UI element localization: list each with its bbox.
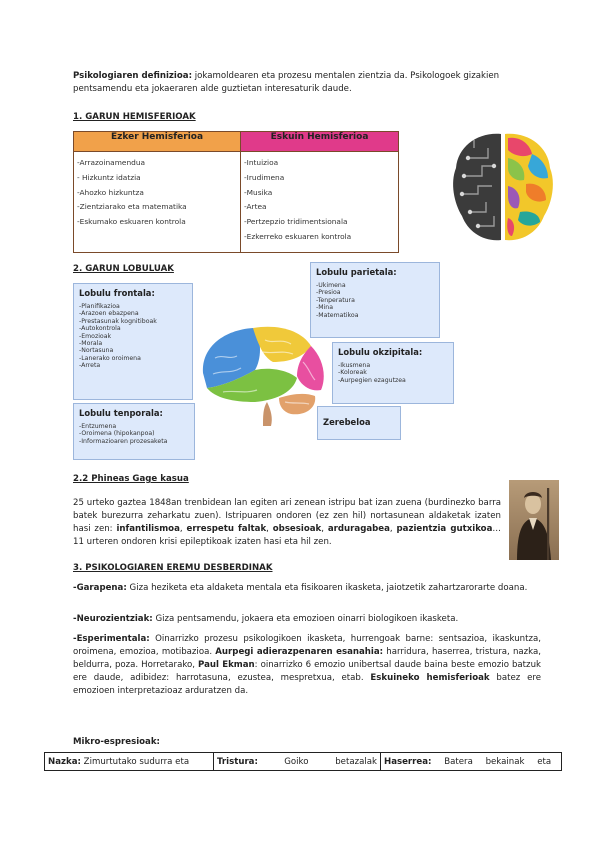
text-run: batez ere emozioen interpretazioaz arduratzen da. xyxy=(73,673,541,696)
phineas-gage-photo xyxy=(509,480,559,560)
text-run: 25 urteko gaztea 1848an trenbidean lan egiten ari zenean istripu bat izan zuena (burdinezko barra batek burezurra zeharkatu zuen). Istripuaren ondoren (ez zen hil) nortasunean aldaketak izaten hasi zen: xyxy=(73,498,501,534)
left-hemisphere-list xyxy=(74,152,241,253)
text-run: , xyxy=(321,524,328,534)
micro-cell-anger xyxy=(381,753,562,771)
list-item: -Ezkerreko eskuaren kontrola xyxy=(244,231,352,241)
right-hemisphere-list xyxy=(241,152,399,253)
text-run: , xyxy=(266,524,273,534)
bold-term: Eskuineko hemisferioak xyxy=(370,673,490,683)
bold-term: errespetu faltak xyxy=(186,524,267,534)
bold-term: Paul Ekman xyxy=(198,660,255,670)
list-item: -Oroimena (hipokanpoa) xyxy=(79,430,155,438)
list-item: -Morala xyxy=(79,340,103,348)
list-item: - Hizkuntz idatzia xyxy=(77,172,141,182)
list-item: -Ikusmena xyxy=(338,362,371,369)
text-run: Oinarrizko prozesu psikologikoen ikasketa, hurrengoak barne: sentsazioa, ikaskuntza, oroimena, emozioa, motibazioa. xyxy=(73,634,541,657)
list-item: -Irudimena xyxy=(244,172,285,182)
list-item: -Presioa xyxy=(316,289,341,297)
list-item: -Musika xyxy=(244,187,273,197)
list-item: -Nortasuna xyxy=(79,347,114,355)
bold-term: arduragabea xyxy=(327,524,390,534)
list-item: -Pertzepzio tridimentsionala xyxy=(244,217,348,227)
temporal-lobe-box xyxy=(73,403,195,460)
cell-text: Goiko betazalak xyxy=(284,756,377,767)
neuroscience-paragraph xyxy=(73,613,541,626)
list-item: -Koloreak xyxy=(338,369,367,377)
list-item: -Arazoen ebazpena xyxy=(79,310,139,318)
list-item: -Ahozko hizkuntza xyxy=(77,187,144,197)
term-label: -Garapena: xyxy=(73,583,127,593)
text-run: Giza heziketa eta aldaketa mentala eta fisikoaren ikasketa, jaiotzetik zahartzarorarte doana. xyxy=(126,583,528,593)
cell-label: Nazka: xyxy=(48,756,81,767)
hemispheres-table xyxy=(73,131,399,253)
brain-hemispheres-illustration xyxy=(448,128,558,248)
section-1-title: 1. GARUN HEMISFERIOAK xyxy=(73,112,196,122)
brain-lobes-illustration xyxy=(193,318,333,428)
list-item: -Tenperatura xyxy=(316,296,355,304)
cell-label: Tristura: xyxy=(217,756,258,767)
bold-term: obsesioak xyxy=(272,524,322,534)
list-item: -Mina xyxy=(316,304,334,312)
text-run: , xyxy=(179,524,187,534)
term-label: -Esperimentala: xyxy=(73,634,150,644)
definition-text: jokamoldearen eta prozesu mentalen zientzia da. Psikologoek gizakien pentsamendu eta jokaeraren alde guztietan interesaturik daude. xyxy=(73,71,500,94)
text-run: harridura, haserrea, tristura, nazka, beldurra, poza. Horretarako, xyxy=(73,647,541,670)
left-hemisphere-header: Ezker Hemisferioa xyxy=(74,132,241,152)
cell-label: Haserrea: xyxy=(384,756,432,767)
list-item: -Planifikazioa xyxy=(79,303,120,310)
definition-paragraph xyxy=(73,70,541,96)
list-item: -Aurpegien ezagutzea xyxy=(338,376,406,384)
occipital-lobe-box xyxy=(332,342,454,404)
list-item: -Matematikoa xyxy=(316,311,359,319)
list-item: -Entzumena xyxy=(79,423,117,430)
term-label: -Neurozientziak: xyxy=(73,614,153,624)
definition-label: Psikologiaren definizioa: xyxy=(73,71,193,81)
list-item: -Arreta xyxy=(79,362,101,370)
text-run: … 11 urteren ondoren krisi epileptikoak izaten hasi eta hil zen. xyxy=(73,524,501,547)
cell-text: Batera bekainak eta xyxy=(431,756,552,767)
list-item: -Ukimena xyxy=(316,282,346,289)
phineas-gage-paragraph xyxy=(73,497,501,549)
micro-cell-disgust xyxy=(45,753,214,771)
list-item: -Autokontrola xyxy=(79,325,121,333)
cerebellum-title: Zerebeloa xyxy=(323,417,371,427)
list-item: -Arrazoinamendua xyxy=(77,158,146,167)
cell-text: Zimurtutako sudurra eta xyxy=(80,756,190,767)
list-item: -Prestasunak kognitiboak xyxy=(79,317,157,325)
micro-expressions-table xyxy=(44,752,562,771)
frontal-lobe-title: Lobulu frontala: xyxy=(79,288,155,298)
text-run: , xyxy=(389,524,397,534)
bold-term: infantilismoa xyxy=(116,524,180,534)
list-item: -Informazioaren prozesaketa xyxy=(79,437,168,445)
parietal-lobe-title: Lobulu parietala: xyxy=(316,267,397,277)
experimental-paragraph xyxy=(73,633,541,698)
list-item: -Emozioak xyxy=(79,332,112,340)
text-run: : oinarrizko 6 emozio unibertsal daude baina beste emozio batzuk ere daude, adibidez: harrotasuna, ezustea, mespretxua, etab. xyxy=(73,660,541,683)
section-3-title: 3. PSIKOLOGIAREN EREMU DESBERDINAK xyxy=(73,563,273,573)
occipital-lobe-title: Lobulu okzipitala: xyxy=(338,347,423,357)
right-hemisphere-header: Eskuin Hemisferioa xyxy=(241,132,399,152)
bold-term: Aurpegi adierazpenaren esanahia: xyxy=(215,647,384,657)
frontal-lobe-box xyxy=(73,283,193,400)
list-item: -Eskumako eskuaren kontrola xyxy=(77,217,186,227)
list-item: -Intuizioa xyxy=(244,158,279,167)
text-run: Giza pentsamendu, jokaera eta emozioen oinarri biologikoen ikasketa. xyxy=(152,614,459,624)
micro-expressions-title: Mikro-espresioak: xyxy=(73,737,160,747)
section-2-title: 2. GARUN LOBULUAK xyxy=(73,264,174,274)
micro-cell-sadness xyxy=(214,753,381,771)
section-2-2-title: 2.2 Phineas Gage kasua xyxy=(73,474,189,484)
list-item: -Artea xyxy=(244,202,267,212)
list-item: -Lanerako oroimena xyxy=(79,354,141,362)
temporal-lobe-title: Lobulu tenporala: xyxy=(79,408,163,418)
development-paragraph xyxy=(73,582,541,595)
bold-term: pazientzia gutxikoa xyxy=(396,524,493,534)
list-item: -Zientziarako eta matematika xyxy=(77,202,187,212)
